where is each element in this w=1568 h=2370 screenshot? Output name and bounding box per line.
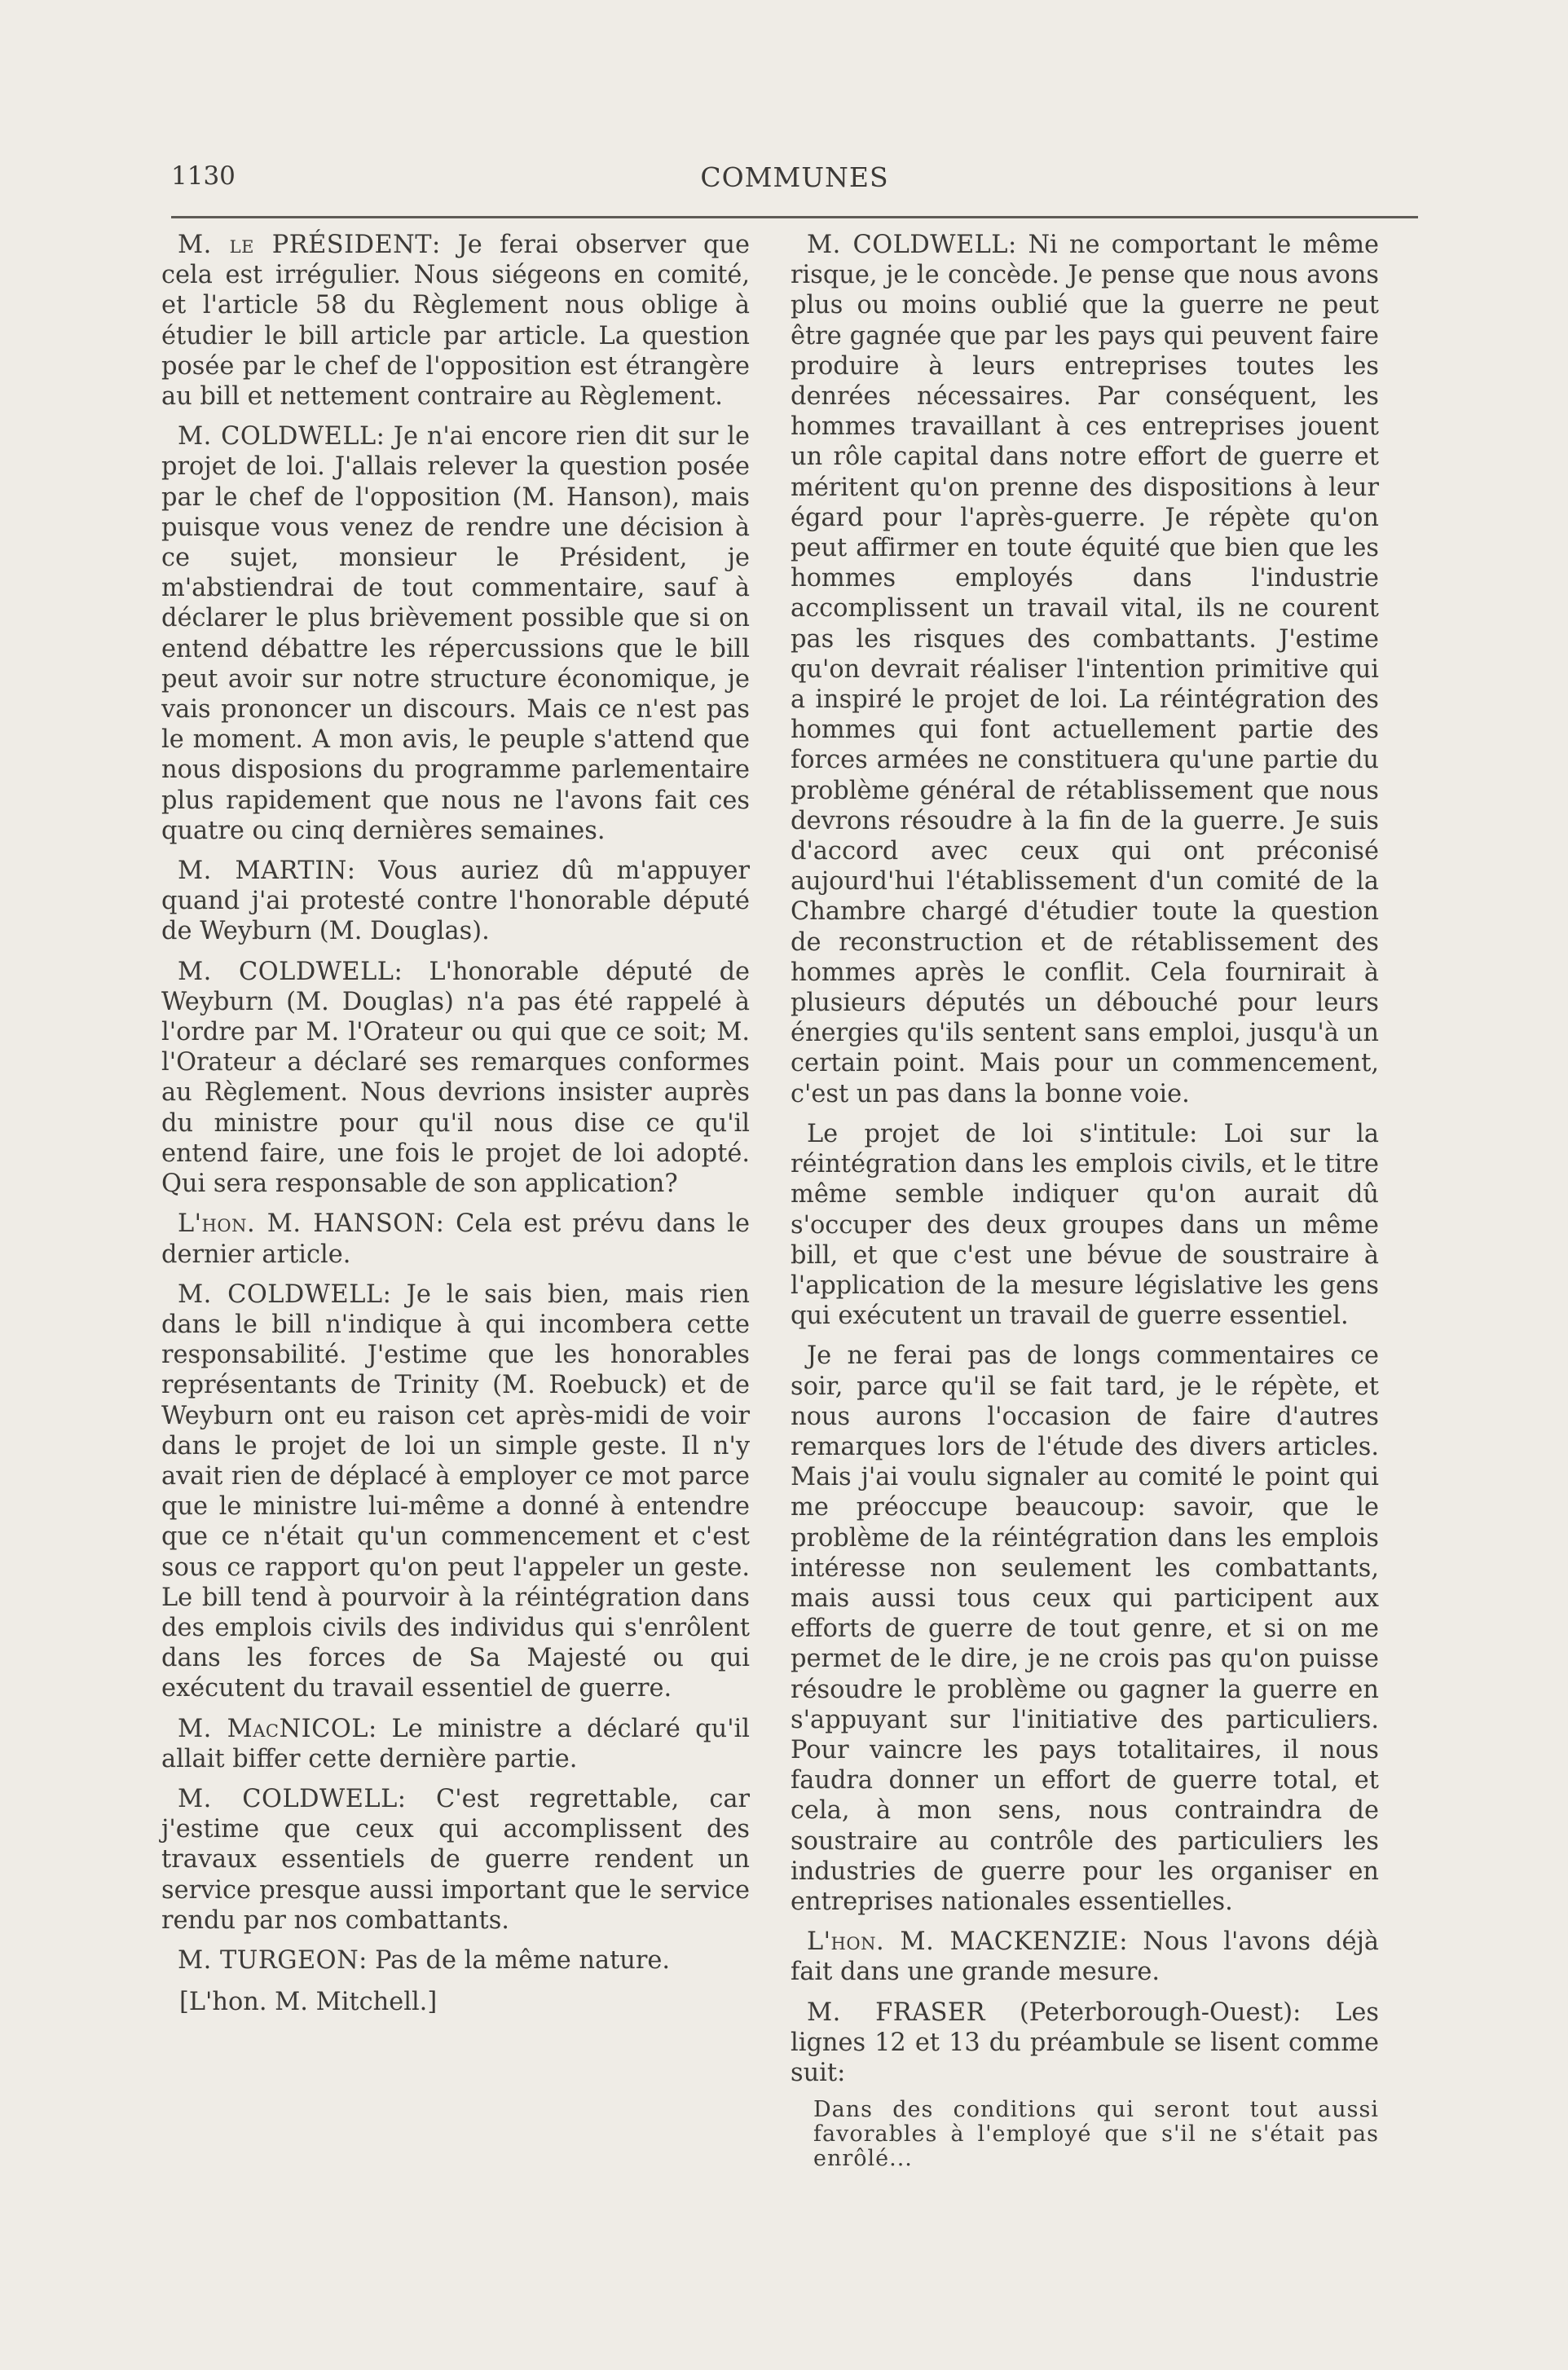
speaker-name: M. COLDWELL [178, 1784, 398, 1813]
speaker-name: L'hon. M. HANSON [178, 1209, 436, 1239]
speech-paragraph [161, 957, 750, 1200]
left-column [161, 230, 750, 2017]
speaker-name: M. TURGEON [178, 1945, 359, 1975]
page-header [171, 161, 1418, 202]
speaker-name: M. COLDWELL [178, 957, 394, 986]
page-number: 1130 [171, 161, 236, 191]
speaker-name: M. MARTIN [178, 857, 347, 886]
speech-paragraph [791, 1998, 1379, 2089]
speaker-name: M. MacNICOL [178, 1714, 368, 1743]
speech-paragraph [791, 230, 1379, 1109]
speech-paragraph [791, 1119, 1379, 1331]
speech-text: (Peterborough-Ouest): Les lignes 12 et 13 du préambule se lisent comme suit: [791, 1998, 1379, 2087]
speech-text: : C'est regrettable, car j'estime que ceux qui accomplissent des travaux essentiels de guerre rendent un service presque aussi important que le service rendu par nos combattants. [161, 1784, 750, 1935]
speech-text: : Pas de la même nature. [359, 1945, 671, 1975]
speech-text: : Cela est prévu dans le dernier article. [161, 1209, 750, 1269]
speech-paragraph [161, 1209, 750, 1269]
speech-text: : Je le sais bien, mais rien dans le bill n'indique à qui incombera cette responsabilité. J'estime que les honorables représentants de Trinity (M. Roebuck) et de Weyburn ont eu raison cet après-midi de voir dans le projet de loi un simple geste. Il n'y avait rien de déplacé à employer ce mot parce que le ministre lui-même a donné à entendre que ce n'était qu'un commencement et c'est sous ce rapport qu'on peut l'appeler un geste. Le bill tend à pourvoir à la réintégration dans des emplois civils des individus qui s'enrôlent dans les forces de Sa Majesté ou qui exécutent du travail essentiel de guerre. [161, 1280, 751, 1703]
speech-text: : Je n'ai encore rien dit sur le projet de loi. J'allais relever la question posée par le chef de l'opposition (M. Hanson), mais puisque vous venez de rendre une décision à ce sujet, monsieur le Président, je m'abstiendrai de tout commentaire, sauf à déclarer le plus brièvement possible que si on entend débattre les répercussions que le bill peut avoir sur notre structure économique, je vais prononcer un discours. Mais ce n'est pas le moment. A mon avis, le peuple s'attend que nous disposions du programme parlementaire plus rapidement que nous ne l'avons fait ces quatre ou cinq dernières semaines. [161, 422, 751, 845]
speech-paragraph [161, 1714, 750, 1774]
right-column [791, 230, 1379, 2171]
speech-paragraph [161, 230, 750, 412]
speech-paragraph [161, 421, 750, 846]
speech-text: : Je ferai observer que cela est irrégulier. Nous siégeons en comité, et l'article 58 du Règlement nous oblige à étudier le bill article par article. La question posée par le chef de l'opposition est étrangère au bill et nettement contraire au Règlement. [161, 231, 750, 412]
speech-text: : L'honorable député de Weyburn (M. Douglas) n'a pas été rappelé à l'ordre par M. l'Orateur ou qui que ce soit; M. l'Orateur a déclaré ses remarques conformes au Règlement. Nous devrions insister auprès du ministre pour qu'il nous dise ce qu'il entend faire, une fois le projet de loi adopté. Qui sera responsable de son application? [161, 957, 751, 1199]
speech-paragraph [161, 856, 750, 947]
speech-paragraph [161, 1945, 750, 1976]
speech-text: : Ni ne comportant le même risque, je le concède. Je pense que nous avons plus ou moins oublié que la guerre ne peut être gagnée que par les pays qui peuvent faire produire à leurs entreprises toutes les denrées nécessaires. Par conséquent, les hommes travaillant à ces entreprises jouent un rôle capital dans notre effort de guerre et méritent qu'on prenne des dispositions à leur égard pour l'après-guerre. Je répète qu'on peut affirmer en toute équité que bien que les hommes employés dans l'industrie accomplissent un travail vital, ils ne courent pas les risques des combattants. J'estime qu'on devrait réaliser l'intention primitive qui a inspiré le projet de loi. La réintégration des hommes qui font actuellement partie des forces armées ne constituera qu'une partie du problème général de rétablissement que nous devrons résoudre à la fin de la guerre. Je suis d'accord avec ceux qui ont préconisé aujourd'hui l'établissement d'un comité de la Chambre chargé d'étudier toute la question de reconstruction et de rétablissement des hommes après le conflit. Cela fournirait à plusieurs députés un débouché pour leurs énergies qu'ils sentent sans emploi, jusqu'à un certain point. Mais pour un commencement, c'est un pas dans la bonne voie. [791, 231, 1379, 1108]
speaker-name: M. COLDWELL [178, 422, 377, 452]
speaker-name: M. COLDWELL [178, 1280, 383, 1309]
speaker-name: L'hon. M. MACKENZIE [807, 1927, 1120, 1957]
running-head: COMMUNES [700, 161, 889, 193]
quoted-text: Dans des conditions qui seront tout aussi favorables à l'employé que s'il ne s'était pas enrôlé... [813, 2097, 1379, 2172]
speech-text: : Le ministre a déclaré qu'il allait biffer cette dernière partie. [161, 1714, 750, 1773]
speech-paragraph [161, 1280, 750, 1704]
speech-text: : Vous auriez dû m'appuyer quand j'ai protesté contre l'honorable député de Weyburn (M. Douglas). [161, 857, 751, 946]
speech-text: Le projet de loi s'intitule: Loi sur la réintégration dans les emplois civils, et le titre même semble indiquer qu'on aurait dû s'occuper des deux groupes dans un même bill, et que c'est une bévue de soustraire à l'application de la mesure législative les gens qui exécutent un travail de guerre essentiel. [791, 1119, 1379, 1331]
speech-paragraph [791, 1341, 1379, 1917]
speaker-name: M. le PRÉSIDENT [178, 231, 433, 259]
speech-paragraph [791, 1927, 1379, 1987]
speaker-name: M. FRASER [807, 1998, 985, 2027]
header-rule [171, 216, 1418, 218]
speech-text: Je ne ferai pas de longs commentaires ce soir, parce qu'il se fait tard, je le répète, et nous aurons l'occasion de faire d'autres remarques lors de l'étude des divers articles. Mais j'ai voulu signaler au comité le point qui me préoccupe beaucoup: savoir, que le problème de la réintégration dans les emplois intéresse non seulement les combattants, mais aussi tous ceux qui participent aux efforts de guerre de tout genre, et si on me permet de le dire, je ne crois pas qu'on puisse résoudre le problème ou gagner la guerre en s'appuyant sur l'initiative des particuliers. Pour vaincre les pays totalitaires, il nous faudra donner un effort de guerre total, et cela, à mon sens, nous contraindra de soustraire au contrôle des particuliers les industries de guerre pour les organiser en entreprises nationales essentielles. [791, 1341, 1379, 1916]
speaker-name: M. COLDWELL [807, 231, 1008, 259]
marginal-note: [L'hon. M. Mitchell.] [179, 1988, 438, 2017]
speech-paragraph [161, 1784, 750, 1936]
speech-text: : Nous l'avons déjà fait dans une grande mesure. [791, 1927, 1379, 1987]
